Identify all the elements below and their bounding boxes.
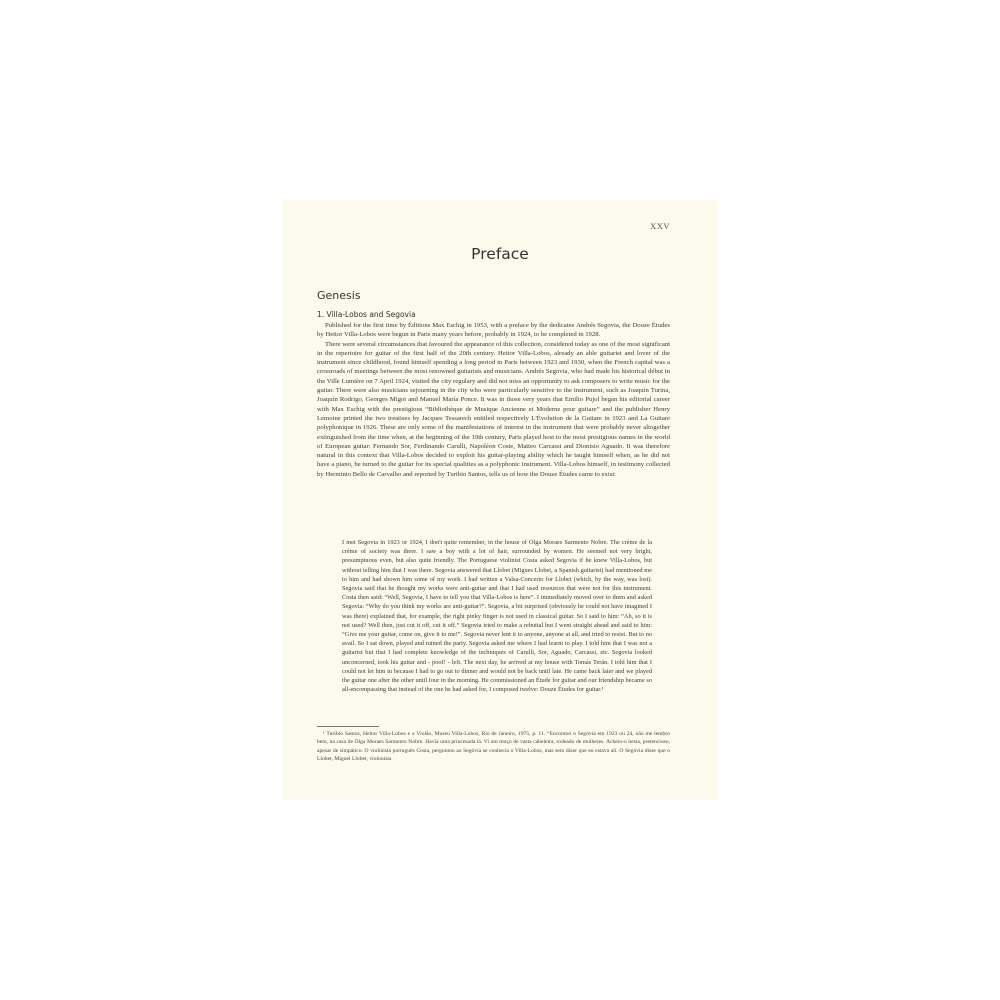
page-title: Preface bbox=[471, 245, 529, 263]
subsection-heading: 1. Villa-Lobos and Segovia bbox=[317, 310, 416, 319]
paragraph: There were several circumstances that favoured the appearance of this collection, considered today as one of the most significant in the repertoire for guitar of the first half of the 20th century. Heitor Villa-Lobos, already an able guitarist and lover of the instrument since childhood, found himself spending a long period in Paris between 1923 and 1930, when the French capital was a crossroads of meetings between the most renowned guitarists and musicians. Andrés Segovia, who had made his historical début in the Ville Lumière on 7 April 1924, visited the city regulary and did not miss an opportunity to ask composers to write music for the guitar. There were also musicians sejourning in the city who were particularly sensitive to the instrument, such as Joaquín Turina, Joaquín Rodrigo, Georges Migot and Manuel María Ponce. It was in those very years that Emilio Pujol began his editorial career with Max Eschig with the prestigious “Bibliothèque de Musique Ancienne et Moderne pour guitare” and the publisher Henry Lemoine printed the two treatises by Jacques Tessarech entitled respectively L'Évolution de la Guitare in 1923 and La Guitare polyphonique in 1926. These are only some of the manifestations of interest in the instrument that were probably never altogether extinguished from the time when, at the beginning of the 19th century, Paris played host to the most prestigious names in the world of European guitar: Fernando Sor, Ferdinando Carulli, Napoléon Coste, Matteo Carcassi and Dionisio Aguado. It was therefore natural in this context that Villa-Lobos decided to exploit his guitar-playing ability which he taught himself when, as he did not have a piano, he turned to the guitar for its special qualities as a polyphonic instrument. Villa-Lobos himself, in testimony collected by Herminio Bello de Carvalho and reported by Turibio Santos, tells us of how the Douze Études came to exist: bbox=[317, 340, 670, 478]
footnote bbox=[317, 730, 670, 764]
footnote-divider bbox=[317, 726, 379, 727]
section-heading: Genesis bbox=[317, 289, 361, 302]
paragraph: Published for the first time by Éditions Max Eschig in 1953, with a preface by the dedicatee Andrés Segovia, the Douze Études by Heitor Villa-Lobos were begun in Paris many years before, probably in 1924, to be completed in 1928. bbox=[317, 322, 670, 339]
footnote-text: ¹ Turibio Santos, Heitor Villa-Lobos e o Violão, Museu Villa-Lobos, Rio de Janeiro, 1975, p. 11. “Encontrei o Segóvia em 1923 ou 24, não me lembro bem, na casa de Olga Moraes Sarmento Nobre. Havia uma princesada lá. Vi um moço de vasta cabeleira, rodeado de mulheres. Acheio-o besta, pretencioso, apesar de simpático. O violinista português Costa, perguntou ao Segóvia se conhecia o Villa-Lobos, mas sem dizer que eu estava ali. O Segóvia disse que o Llobet, Miguel Llobet, violonista bbox=[317, 731, 670, 763]
block-quote bbox=[342, 538, 652, 694]
page-number: XXV bbox=[650, 221, 670, 231]
body-text bbox=[317, 321, 670, 479]
quote-text: I met Segovia in 1923 or 1924, I don't quite remember, in the house of Olga Moraes Sarmento Nobre. The crème de la crème of society was there. I saw a boy with a lot of hair, surrounded by women. He seemed not very bright, presumptuous even, but also quite friendly. The Portuguese violinist Costa asked Segovia if he knew Villa-Lobos, but without telling him that I was there. Segovia answered that Llobet (Migues Llobet, a Spanish guitarist) had mentioned me to him and had shown him some of my work. I had written a Valsa-Concerto for Llobet (which, by the way, was lost). Segovia said that he thought my works were anti-guitar and that I had used resources that were not for this instrument. Costa then said: “Well, Segovia, I have to tell you that Villa-Lobos is here”. I immediately moved over to them and asked Segovia: “Why do you think my works are anti-guitar?”. Segovia, a bit surprised (obviously he could not have imagined I was there) explained that, for example, the right pinky finger is not used in classical guitar. So I said to him: “Ah, so it is not used? Well then, just cut it off, cut it off.” Segovia tried to make a rebuttal but I went straight ahead and said to him: “Give me your guitar, come on, give it to me!”. Segovia never lent it to anyone, anyone at all, and tried to resist. But to no avail. So I sat down, played and ruined the party. Segovia asked me where I had learnt to play. I told him that I was not a guitarist but that I had complete knowledge of the techniques of Carulli, Sor, Aguado, Carcassi, etc. Segovia looked unconcerned, took his guitar and - poof! - left. The next day, he arrived at my house with Tomás Terán. I told him that I could not let him in because I had to go out to dinner and would not be back until late. He came back later and we played the guitar one after the other until four in the morning. He commissioned an Étude for guitar and our friendship became so all-encompassing that instead of the one he had asked for, I composed twelve: Douze Études for guitar.¹ bbox=[342, 539, 652, 694]
document-page bbox=[282, 200, 718, 800]
